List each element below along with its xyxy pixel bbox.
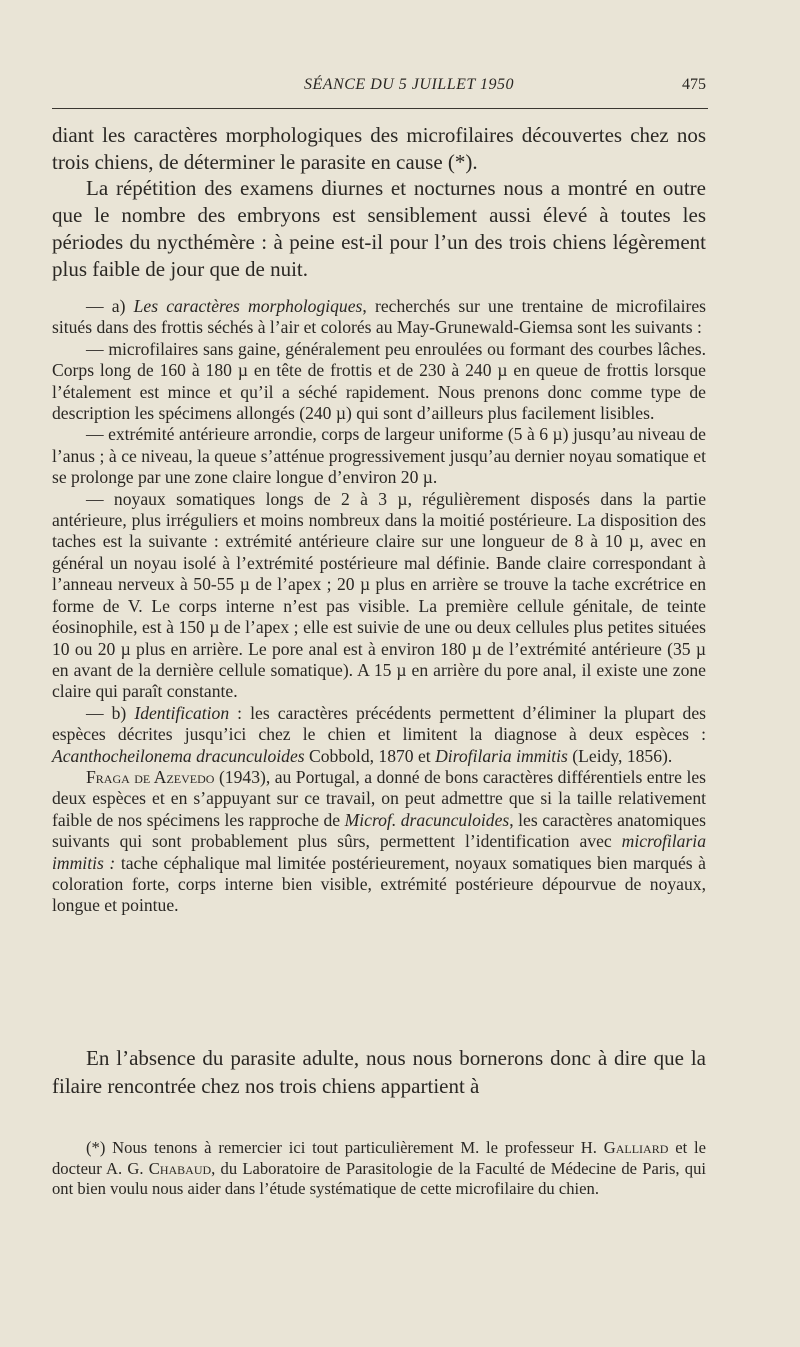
section-b-text-3: (Leidy, 1856). [567,745,673,766]
section-b-text-4: (1943), au Portugal, a donné de bons caractères différentiels entre les deux espèces et en s’appuyant sur ce travail, on peut admettre que si la taille relativement faible de nos spécimens les rapproche de [52,766,706,830]
section-b-title: Identification [134,702,230,723]
section-a-item-2: — extrémité antérieure arrondie, corps de largeur uniforme (5 à 6 µ) jusqu’au niveau de l’anus ; à ce niveau, la queue s’atténue progressivement jusqu’au dernier noyau somatique et se prolonge par une zone claire longue d’environ 20 µ. [52,424,706,488]
section-a-item-1: — microfilaires sans gaine, généralement peu enroulées ou formant des courbes lâches. Corps long de 160 à 180 µ en tête de frottis et de 230 à 240 µ en queue de frottis lorsque l’étalement est mince et qu’il a séché rapidement. Nous prenons donc comme type de description les spécimens allongés (240 µ) qui sont d’ailleurs plus facilement lisibles. [52,338,706,424]
section-b-text-2: Cobbold, 1870 et [304,745,436,766]
footnote-text-3: , du Laboratoire de Parasitologie de la Faculté de Médecine de Paris, qui ont bien voulu nous aider dans l’étude systématique de cette microfilaire du chien. [52,1158,706,1198]
section-b-paragraph-2 [52,767,706,917]
footnote-name-1: Galliard [603,1138,669,1157]
section-b-text-6: tache céphalique mal limitée postérieurement, noyaux somatiques bien marqués à coloration forte, corps interne bien visible, extrémité postérieure dépourvue de noyaux, longue et pointue. [52,852,706,916]
section-a-lead: — a) [86,296,134,316]
section-b-text-1: : les caractères précédents permettent d’éliminer la plupart des espèces décrites jusqu’ici chez le chien et limitent la diagnose à deux espèces : [52,702,706,745]
description-section [52,296,706,917]
section-a-paragraph [52,296,706,339]
conclusion-paragraph: En l’absence du parasite adulte, nous nous bornerons donc à dire que la filaire rencontrée chez nos trois chiens appartient à [52,1046,706,1098]
header-rule [52,108,708,109]
header-title: SÉANCE DU 5 JUILLET 1950 [304,76,514,93]
section-a-item-3: — noyaux somatiques longs de 2 à 3 µ, régulièrement disposés dans la partie antérieure, plus irréguliers et moins nombreux dans la moitié postérieure. La disposition des taches est la suivante : extrémité antérieure claire sur une longueur de 8 à 10 µ, avec en général un noyau isolé à l’extrémité postérieure mal définie. Bande claire correspondant à l’anneau nerveux à 50-55 µ de l’apex ; 20 µ plus en arrière se trouve la tache excrétrice en forme de V. Le corps interne n’est pas visible. La première cellule génitale, de teinte éosinophile, est à 150 µ de l’apex ; elle est suivie de une ou deux cellules plus petites situées 10 ou 20 µ plus en arrière. Le pore anal est à environ 180 µ de l’extrémité antérieure (35 µ en avant de la dernière cellule somatique). A 15 µ en arrière du pore anal, il existe une zone claire qui paraît constante. [52,488,706,702]
footnote [52,1138,706,1200]
running-header [52,76,706,106]
species-name-1: Acanthocheilonema dracunculoides [52,745,305,766]
species-name-4: microfilaria immitis : [52,831,706,873]
species-name-2: Dirofilaria immitis [435,745,568,766]
footnote-paragraph [52,1138,706,1200]
page-number: 475 [682,76,706,93]
section-b-text-5: , les caractères anatomiques suivants qui sont probablement plus sûrs, permettent l’identification avec [52,809,706,852]
intro-text [52,122,706,282]
footnote-text-1: (*) Nous tenons à remercier ici tout particulièrement M. le professeur H. [86,1138,604,1157]
species-name-3: Microf. dracunculoides [344,809,510,830]
intro-paragraph-1: diant les caractères morphologiques des microfilaires découvertes chez nos trois chiens, de déterminer le parasite en cause (*). [52,123,706,174]
conclusion-text [52,1044,706,1100]
section-b-lead: — b) [86,702,135,723]
section-a-text: , recherchés sur une trentaine de microfilaires situés dans des frottis séchés à l’air et colorés au May-Grunewald-Giemsa sont les suivants : [52,296,707,338]
footnote-text-2: et le docteur A. G. [52,1138,706,1178]
author-name: Fraga de Azevedo [86,766,215,787]
section-a-title: Les caractères morphologiques [133,296,363,316]
section-b-paragraph [52,703,706,767]
footnote-name-2: Chabaud [148,1158,212,1178]
intro-paragraph-2: La répétition des examens diurnes et nocturnes nous a montré en outre que le nombre des embryons est sensiblement aussi élevé à toutes les périodes du nycthémère : à peine est-il pour l’un des trois chiens légèrement plus faible de jour que de nuit. [52,176,706,281]
